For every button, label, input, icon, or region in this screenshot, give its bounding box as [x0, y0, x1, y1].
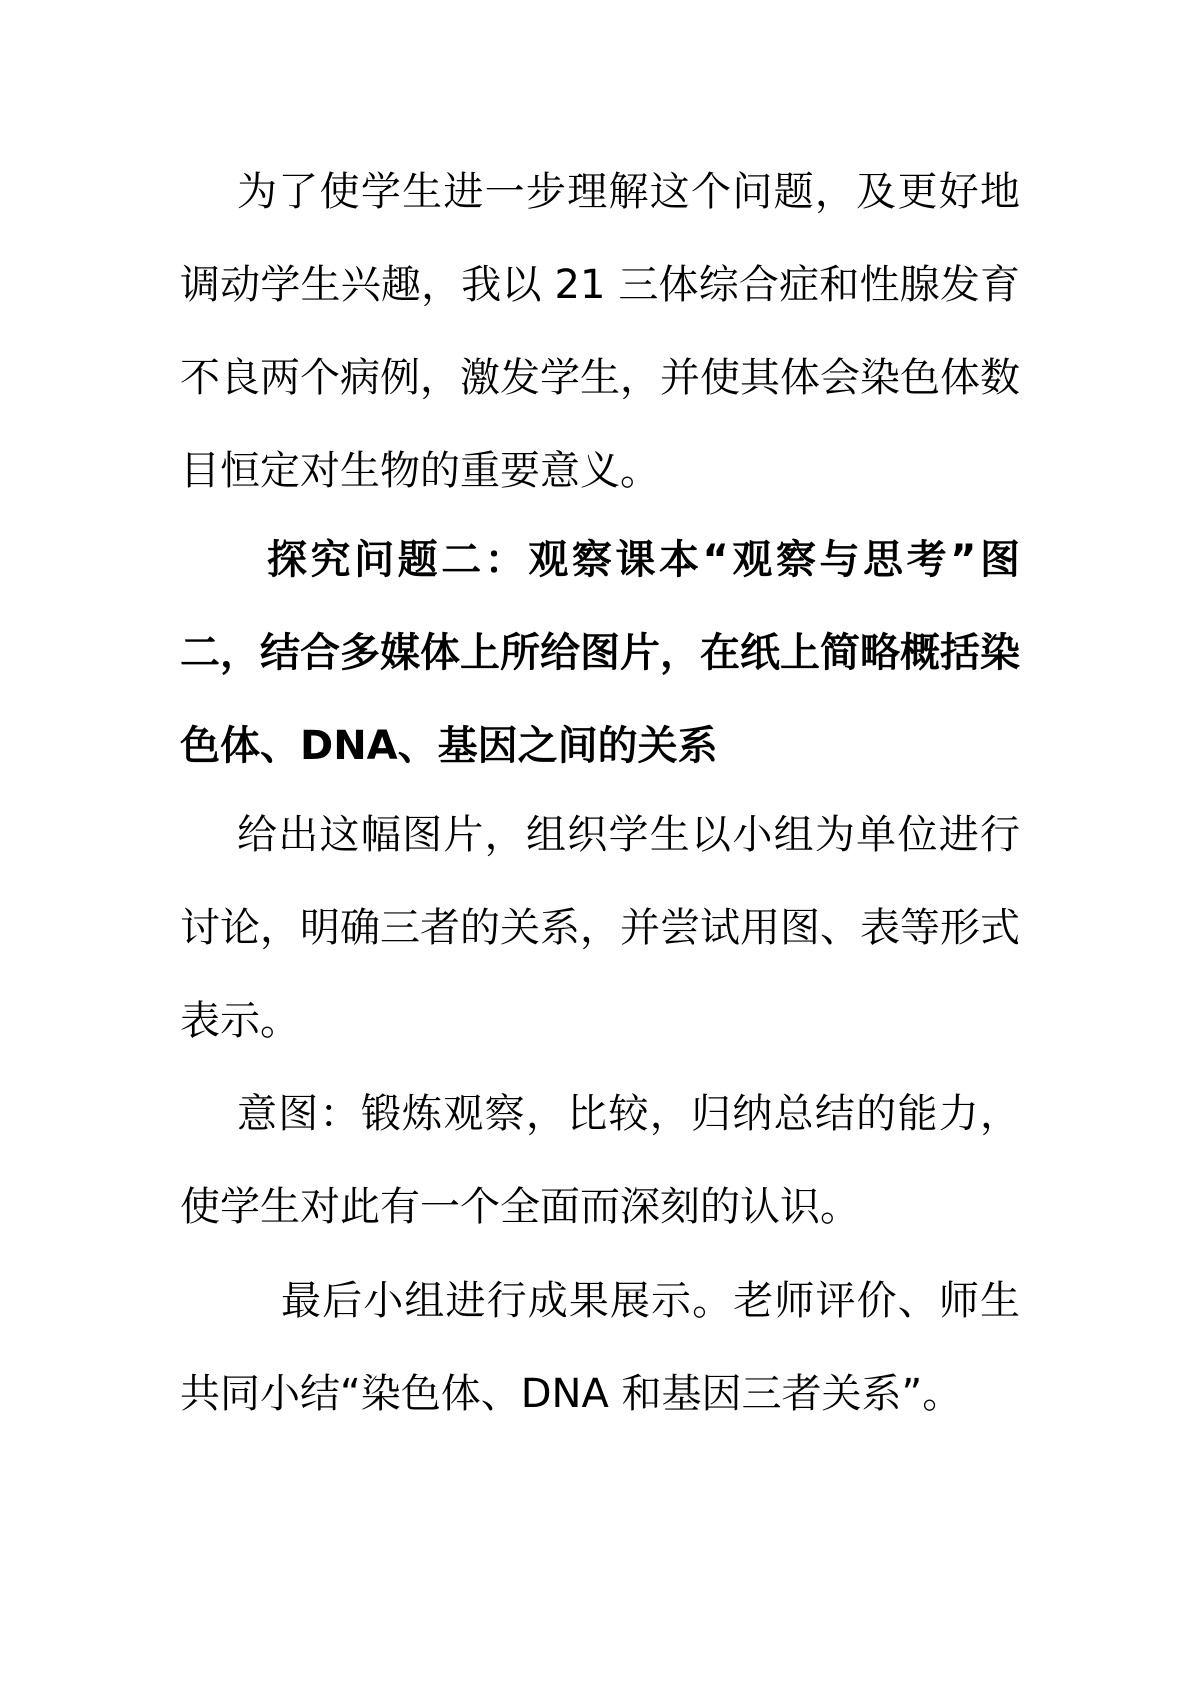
paragraph-group-discussion: 给出这幅图片，组织学生以小组为单位进行讨论，明确三者的关系，并尝试用图、表等形式表示。 [180, 812, 1020, 1044]
heading-inquiry-question-two: 探究问题二：观察课本“观察与思考”图二，结合多媒体上所给图片，在纸上简略概括染色体、DNA、基因之间的关系 [180, 537, 1020, 769]
paragraph-summary: 最后小组进行成果展示。老师评价、师生共同小结“染色体、DNA 和基因三者关系”。 [180, 1278, 1020, 1417]
paragraph-intention: 意图：锻炼观察，比较，归纳总结的能力，使学生对此有一个全面而深刻的认识。 [180, 1091, 1020, 1230]
paragraph-case-study-intro: 为了使学生进一步理解这个问题，及更好地调动学生兴趣，我以 21 三体综合症和性腺发育不良两个病例，激发学生，并使其体会染色体数目恒定对生物的重要意义。 [180, 169, 1020, 494]
